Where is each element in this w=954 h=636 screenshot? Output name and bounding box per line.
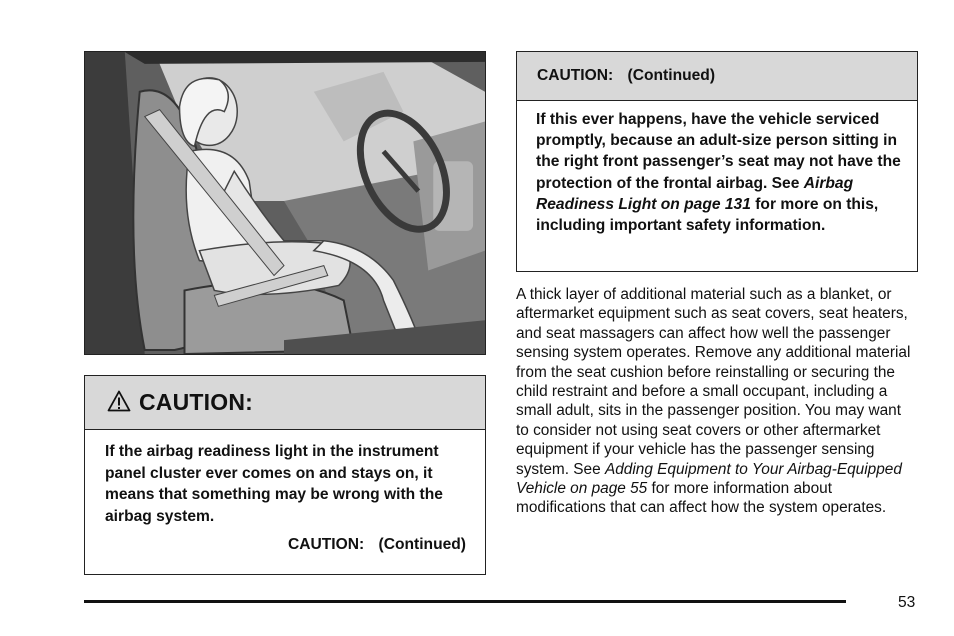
caution-box xyxy=(84,375,486,575)
continued-body-text-end: for more on this, including important safety information. xyxy=(536,195,879,235)
adding-equipment-reference: Adding Equipment to Your Airbag-Equipped Vehicle on page 55 xyxy=(516,460,902,498)
warning-triangle-icon xyxy=(107,390,131,412)
passenger-seat-illustration xyxy=(84,51,486,355)
footer-rule xyxy=(84,600,846,603)
paragraph-text-end: for more information about modifications that can affect how the system operates. xyxy=(516,480,887,517)
page-number: 53 xyxy=(898,594,916,611)
illustration-drawing xyxy=(85,52,485,354)
continued-body-text: If this ever happens, have the vehicle serviced promptly, because an adult-size person sitting in the right front passenger’s seat may not have the protection of the frontal airbag. See xyxy=(536,111,901,192)
caution-continued-header: CAUTION: (Continued) xyxy=(517,52,917,101)
caution-header xyxy=(85,376,485,430)
caution-continued-label: CAUTION: (Continued) xyxy=(287,536,466,553)
airbag-readiness-light-reference: Airbag Readiness Light on page 131 xyxy=(536,174,854,213)
body-paragraph xyxy=(516,285,916,518)
paragraph-text: A thick layer of additional material such as a blanket, or aftermarket equipment such as seat covers, seat heaters, and seat massagers can affect how well the passenger sensing system operates. Remove any additional material from the seat cushion before reinstalling or securing the child restraint and before a small occupant, including a small adult, sits in the passenger position. You may want to consider not using seat covers or other aftermarket equipment if your vehicle has the passenger sensing system. See xyxy=(516,286,911,478)
caution-continued-body xyxy=(517,101,917,236)
caution-title: CAUTION: xyxy=(139,389,254,415)
caution-body: If the airbag readiness light in the instrument panel cluster ever comes on and stays on, it means that something may be wrong with the airbag system. xyxy=(105,443,443,525)
caution-continued-box xyxy=(516,51,918,272)
